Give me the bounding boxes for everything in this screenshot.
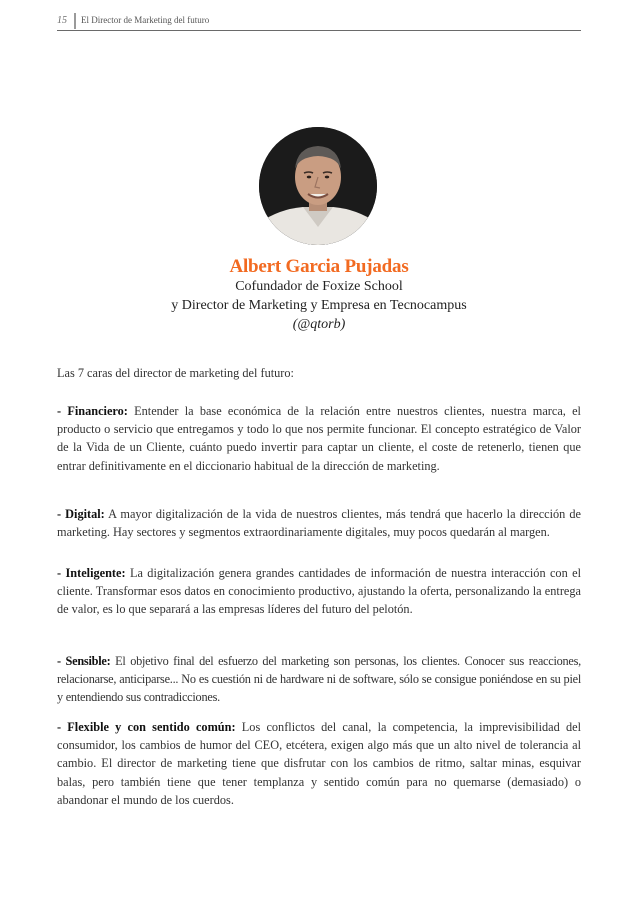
item-lead: - Flexible y con sentido común: [57,720,236,734]
item-text: Los conflictos del canal, la competencia, la imprevisibilidad del consumidor, los cambios de humor del CEO, etcétera, exigen algo más que un alto nivel de tolerancia al cambio. El director de marketing tiene que disfrutar con los cambios de ritmo, saltar minas, esquivar balas, pero también tiene que tener templanza y sentido común para no quemarse (demasiado) o abandonar el mundo de los cuerdos. [57,720,581,807]
item-lead: - Financiero: [57,404,128,418]
author-portrait [259,127,377,245]
list-item-digital [57,505,581,541]
item-text: Entender la base económica de la relación entre nuestros clientes, nuestra marca, el producto o servicio que entregamos y todo lo que nos permite funcionar. El concepto estratégico de Valor de la Vida de un Cliente, cuánto puedo invertir para captar un cliente, el coste de retenerlo, tienen que entrar definitivamente en el diccionario habitual de la dirección de marketing. [57,404,581,473]
page-number: 15 [57,15,67,26]
header-rule [57,30,581,31]
intro-paragraph: Las 7 caras del director de marketing del futuro: [57,366,294,380]
author-handle: (@qtorb) [292,317,346,332]
author-role-line-1: Cofundador de Foxize School [235,279,403,294]
list-item-sensible [57,652,581,707]
list-item-financiero [57,402,581,475]
author-name: Albert Garcia Pujadas [229,256,409,277]
item-text: A mayor digitalización de la vida de nuestros clientes, más tendrá que hacerlo la dirección de marketing. Hay sectores y segmentos extraordinariamente digitales, muy pocos quedarán al margen. [57,507,581,540]
list-item-flexible [57,718,581,809]
item-lead: - Digital: [57,507,105,521]
page-header [57,11,581,31]
header-separator [74,13,76,29]
item-text: La digitalización genera grandes cantidades de información de nuestra interacción con el cliente. Transformar esos datos en conocimiento productivo, ajustando la oferta, personalizando la entrega de valor, es lo que separará a las empresas líderes del futuro del pelotón. [57,566,581,617]
document-title: El Director de Marketing del futuro [81,15,210,25]
item-lead: - Inteligente: [57,566,126,580]
author-role-line-2: y Director de Marketing y Empresa en Tecnocampus [171,298,467,313]
list-item-inteligente [57,564,581,619]
item-lead: - Sensible: [57,654,111,668]
item-text: El objetivo final del esfuerzo del marketing son personas, los clientes. Conocer sus reacciones, relacionarse, anticiparse... No es cuestión ni de hardware ni de software, sólo se consigue poniéndose en su piel y entendiendo sus contradicciones. [57,654,581,705]
